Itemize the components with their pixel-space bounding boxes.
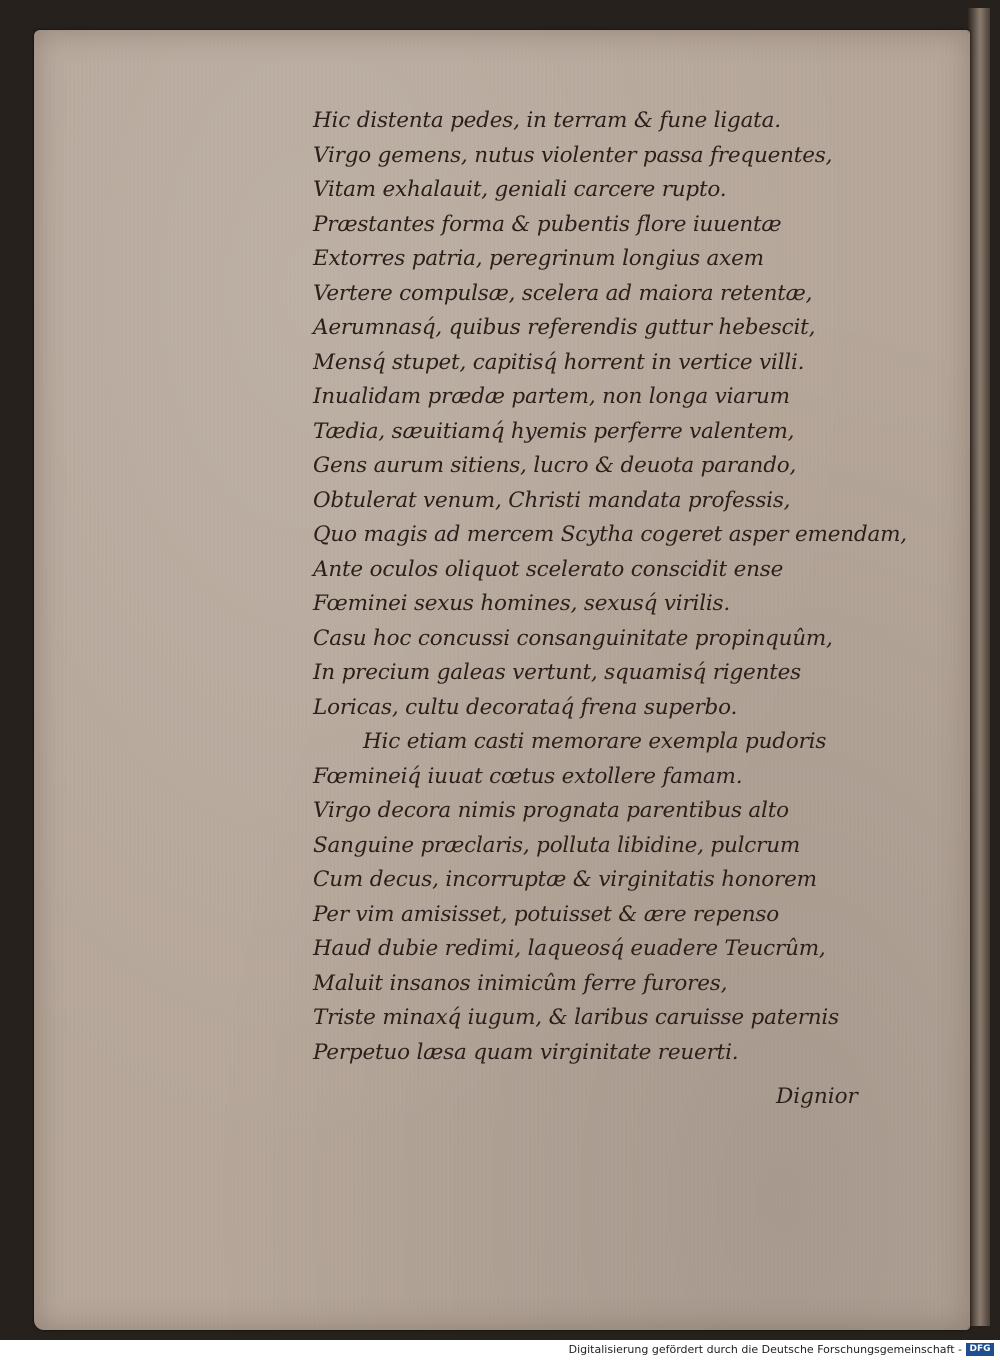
poem-line: Fœmineiq́ iuuat cœtus extollere famam. (313, 763, 743, 789)
poem-line: Mensq́ stupet, capitisq́ horrent in vertice villi. (313, 349, 805, 375)
poem-line: Casu hoc concussi consanguinitate propinquûm, (313, 625, 833, 651)
poem-line: Fœminei sexus homines, sexusq́ virilis. (313, 591, 731, 616)
poem-line: Vitam exhalauit, geniali carcere rupto. (313, 177, 727, 202)
poem-line: Perpetuo læsa quam virginitate reuerti. (313, 1039, 739, 1065)
poem-line: In precium galeas vertunt, squamisq́ rigentes (313, 660, 802, 685)
poem-line: Virgo decora nimis prognata parentibus alto (313, 798, 789, 823)
poem-line: Præstantes forma & pubentis flore iuuentæ (313, 211, 782, 237)
poem-text (313, 104, 933, 1070)
poem-line: Aerumnasq́, quibus referendis guttur hebescit, (313, 315, 816, 340)
poem-line: Vertere compulsæ, scelera ad maiora retentæ, (313, 280, 813, 306)
poem-line-indented: Hic etiam casti memorare exempla pudoris (363, 729, 827, 754)
poem-line: Obtulerat venum, Christi mandata professis, (313, 487, 791, 513)
poem-line: Sanguine præclaris, polluta libidine, pulcrum (313, 832, 801, 858)
poem-line: Hic distenta pedes, in terram & fune ligata. (313, 108, 781, 133)
poem-line: Tædia, sæuitiamq́ hyemis perferre valentem, (313, 418, 795, 444)
poem-line: Maluit insanos inimicûm ferre furores, (313, 970, 728, 996)
poem-line: Loricas, cultu decorataq́ frena superbo. (313, 694, 738, 720)
poem-line: Inualidam prædæ partem, non longa viarum (313, 384, 790, 409)
poem-line: Ante oculos oliquot scelerato conscidit ense (313, 556, 784, 582)
poem-line: Per vim amisisset, potuisset & ære repenso (313, 901, 779, 927)
book-edge (968, 8, 990, 1326)
poem-line: Virgo gemens, nutus violenter passa frequentes, (313, 142, 833, 168)
poem-line: Triste minaxq́ iugum, & laribus caruisse paternis (313, 1005, 839, 1030)
catchword: Dignior (776, 1084, 858, 1109)
poem-line: Cum decus, incorruptæ & virginitatis honorem (313, 867, 817, 892)
poem-line: Haud dubie redimi, laqueosq́ euadere Teucrûm, (313, 936, 826, 961)
poem-line: Quo magis ad mercem Scytha cogeret asper emendam, (313, 522, 907, 547)
footer-bar (0, 1340, 1000, 1360)
dfg-logo-icon: DFG (966, 1343, 994, 1356)
footer-credit: Digitalisierung gefördert durch die Deutsche Forschungsgemeinschaft - (568, 1343, 962, 1356)
poem-line: Gens aurum sitiens, lucro & deuota parando, (313, 453, 797, 478)
poem-line: Extorres patria, peregrinum longius axem (313, 246, 764, 271)
